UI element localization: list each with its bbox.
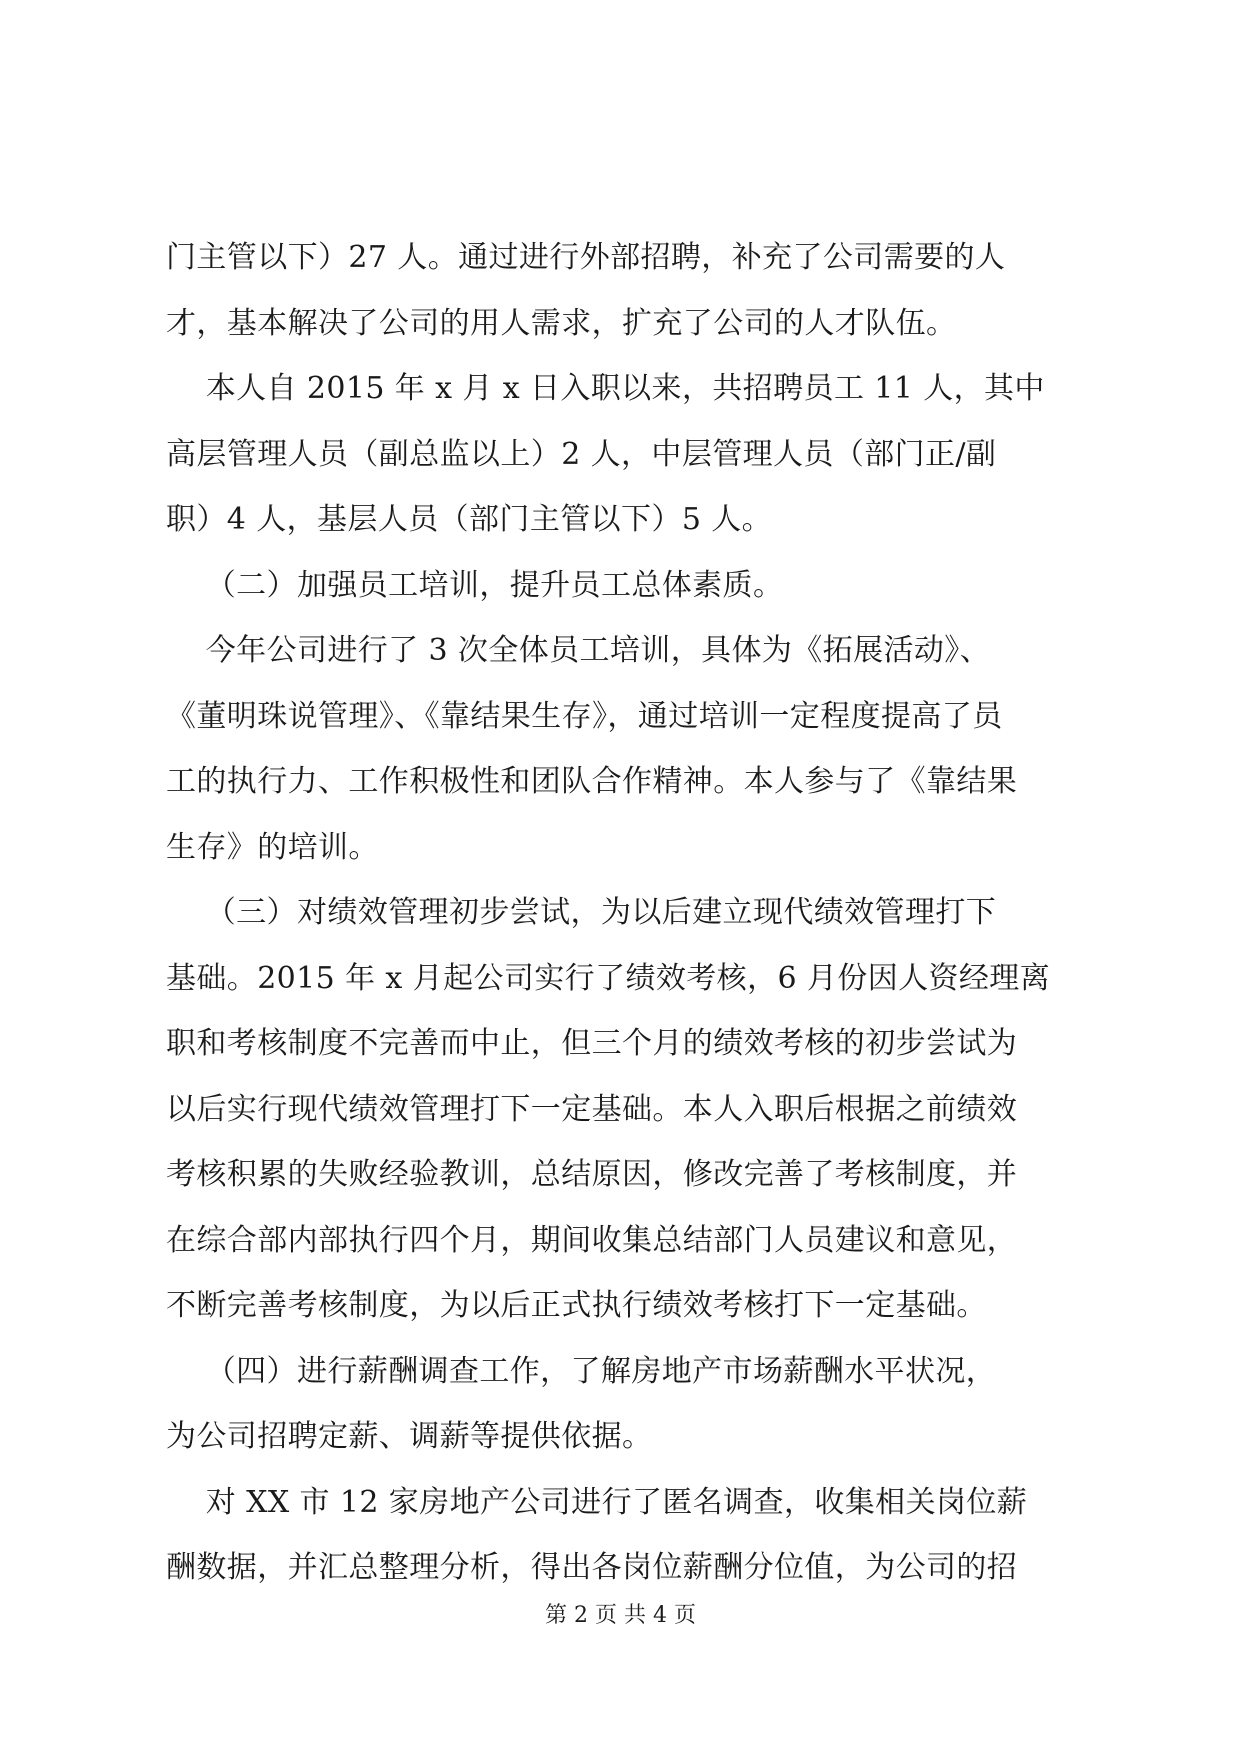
text-line: 酬数据，并汇总整理分析，得出各岗位薪酬分位值，为公司的招 <box>166 1550 1018 1585</box>
text-line: 职和考核制度不完善而中止，但三个月的绩效考核的初步尝试为 <box>166 1026 1018 1061</box>
text-line: 今年公司进行了 3 次全体员工培训，具体为《拓展活动》、 <box>166 633 991 668</box>
text-line: 考核积累的失败经验教训，总结原因，修改完善了考核制度，并 <box>166 1157 1018 1192</box>
text-line: 才，基本解决了公司的用人需求，扩充了公司的人才队伍。 <box>166 305 957 341</box>
body-text <box>166 225 1076 1601</box>
text-line: 高层管理人员（副总监以上）2 人，中层管理人员（部门正/副 <box>166 436 997 472</box>
section-heading: （四）进行薪酬调查工作，了解房地产市场薪酬水平状况， <box>166 1353 997 1389</box>
text-line: 为公司招聘定薪、调薪等提供依据。 <box>166 1419 653 1454</box>
text-line: 生存》的培训。 <box>166 829 379 865</box>
text-line: 基础。2015 年 x 月起公司实行了绩效考核，6 月份因人资经理离 <box>166 960 1051 996</box>
page-number-footer: 第 2 页 共 4 页 <box>545 1603 696 1628</box>
text-line: 本人自 2015 年 x 月 x 日入职以来，共招聘员工 11 人，其中 <box>166 371 1045 406</box>
text-line: 职）4 人，基层人员（部门主管以下）5 人。 <box>166 502 773 537</box>
text-line: 对 XX 市 12 家房地产公司进行了匿名调查，收集相关岗位薪 <box>166 1484 1028 1520</box>
text-line: 不断完善考核制度，为以后正式执行绩效考核打下一定基础。 <box>166 1288 987 1323</box>
text-line: 工的执行力、工作积极性和团队合作精神。本人参与了《靠结果 <box>166 764 1018 799</box>
text-line: 《董明珠说管理》、《靠结果生存》，通过培训一定程度提高了员 <box>166 698 1003 734</box>
section-heading: （三）对绩效管理初步尝试，为以后建立现代绩效管理打下 <box>166 895 997 930</box>
text-line: 门主管以下）27 人。通过进行外部招聘，补充了公司需要的人 <box>166 240 1006 275</box>
text-line: 在综合部内部执行四个月，期间收集总结部门人员建议和意见， <box>166 1222 1018 1258</box>
section-heading: （二）加强员工培训，提升员工总体素质。 <box>166 567 784 603</box>
text-line: 以后实行现代绩效管理打下一定基础。本人入职后根据之前绩效 <box>166 1091 1018 1127</box>
